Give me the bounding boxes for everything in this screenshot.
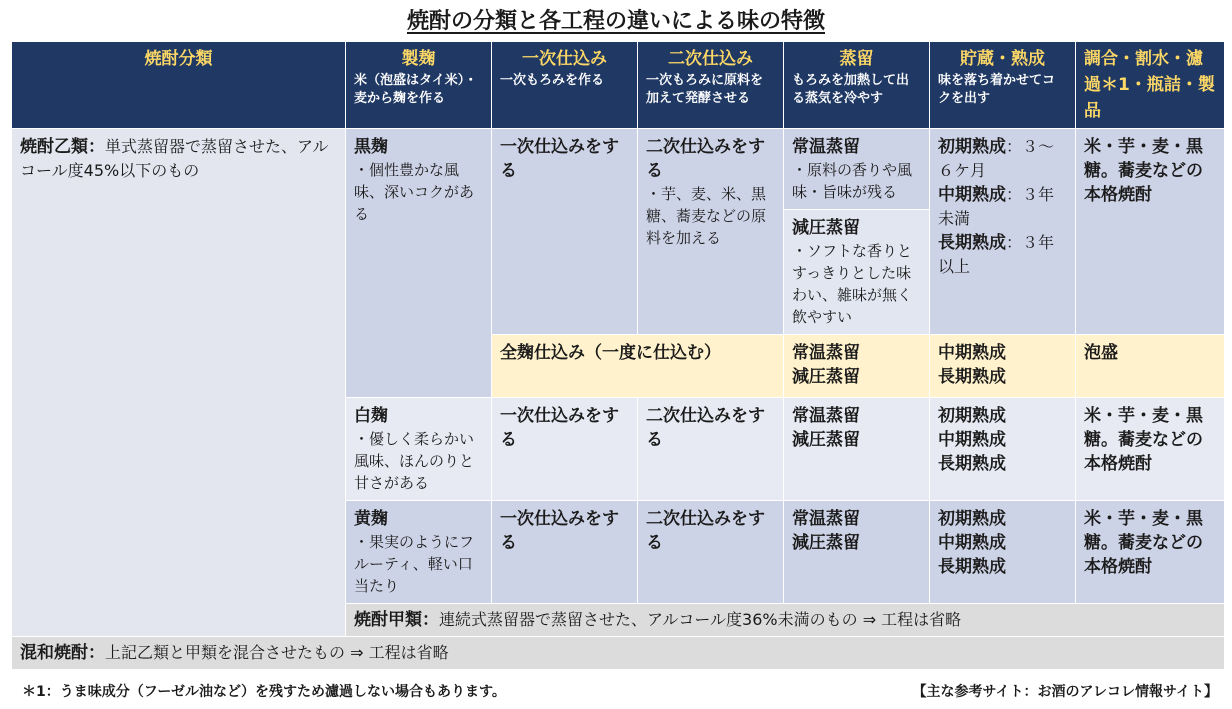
kuro-product: 米・芋・麦・黒糖。蕎麦などの本格焼酎 (1076, 129, 1225, 335)
shiro-first-brew: 一次仕込みをする (492, 398, 638, 501)
kuro-second-brew: 二次仕込みをする ・芋、麦、米、黒糖、蕎麦などの原料を加える (638, 129, 784, 335)
page-title: 焼酎の分類と各工程の違いによる味の特徴 (406, 9, 825, 34)
ki-product: 米・芋・麦・黒糖。蕎麦などの本格焼酎 (1076, 501, 1225, 604)
shochu-table (11, 41, 1225, 670)
awamori-distill: 常温蒸留 減圧蒸留 (784, 335, 930, 398)
kuro-distill-normal: 常温蒸留 ・原料の香りや風味・旨味が残る (784, 129, 930, 210)
awamori-brew: 全麹仕込み（一度に仕込む） (492, 335, 784, 398)
header-second-brew: 二次仕込み 一次もろみに原料を加えて発酵させる (638, 42, 784, 129)
awamori-aging: 中期熟成 長期熟成 (930, 335, 1076, 398)
ki-second-brew: 二次仕込みをする (638, 501, 784, 604)
shiro-second-brew: 二次仕込みをする (638, 398, 784, 501)
header-finish: 調合・割水・濾過＊1・瓶詰・製品 (1076, 42, 1225, 129)
konwa-category: 混和焼酎：上記乙類と甲類を混合させたもの ⇒ 工程は省略 (12, 637, 1225, 670)
reference-site: 【主な参考サイト：お酒のアレコレ情報サイト】 (912, 684, 1218, 700)
header-row (12, 42, 1225, 129)
footnote: ＊1：うま味成分（フーゼル油など）を残すため濾過しない場合もあります。 (22, 684, 506, 700)
shiro-product: 米・芋・麦・黒糖。蕎麦などの本格焼酎 (1076, 398, 1225, 501)
kuro-first-brew: 一次仕込みをする (492, 129, 638, 335)
ki-first-brew: 一次仕込みをする (492, 501, 638, 604)
awamori-product: 泡盛 (1076, 335, 1225, 398)
header-distill: 蒸留 もろみを加熱して出る蒸気を冷やす (784, 42, 930, 129)
ki-distill: 常温蒸留 減圧蒸留 (784, 501, 930, 604)
kuro-koji: 黒麹 ・個性豊かな風味、深いコクがある (346, 129, 492, 398)
kuro-aging: 初期熟成：３～６ケ月 中期熟成：３年未満 長期熟成：３年以上 (930, 129, 1076, 335)
row-konwa (12, 637, 1225, 670)
header-category: 焼酎分類 (12, 42, 346, 129)
header-koji: 製麹 米（泡盛はタイ米）・麦から麹を作る (346, 42, 492, 129)
shiro-distill: 常温蒸留 減圧蒸留 (784, 398, 930, 501)
shiro-koji: 白麹 ・優しく柔らかい風味、ほんのりと甘さがある (346, 398, 492, 501)
ki-koji: 黄麹 ・果実のようにフルーティ、軽い口当たり (346, 501, 492, 604)
row-kuro (12, 129, 1225, 210)
otsu-category: 焼酎乙類：単式蒸留器で蒸留させた、アルコール度45%以下のもの (12, 129, 346, 637)
kuro-distill-vacuum: 減圧蒸留 ・ソフトな香りとすっきりとした味わい、雑味が無く飲やすい (784, 210, 930, 335)
shiro-aging: 初期熟成 中期熟成 長期熟成 (930, 398, 1076, 501)
kou-category: 焼酎甲類：連続式蒸留器で蒸留させた、アルコール度36%未満のもの ⇒ 工程は省略 (346, 604, 1225, 637)
ki-aging: 初期熟成 中期熟成 長期熟成 (930, 501, 1076, 604)
header-first-brew: 一次仕込み 一次もろみを作る (492, 42, 638, 129)
header-aging: 貯蔵・熟成 味を落ち着かせてコクを出す (930, 42, 1076, 129)
